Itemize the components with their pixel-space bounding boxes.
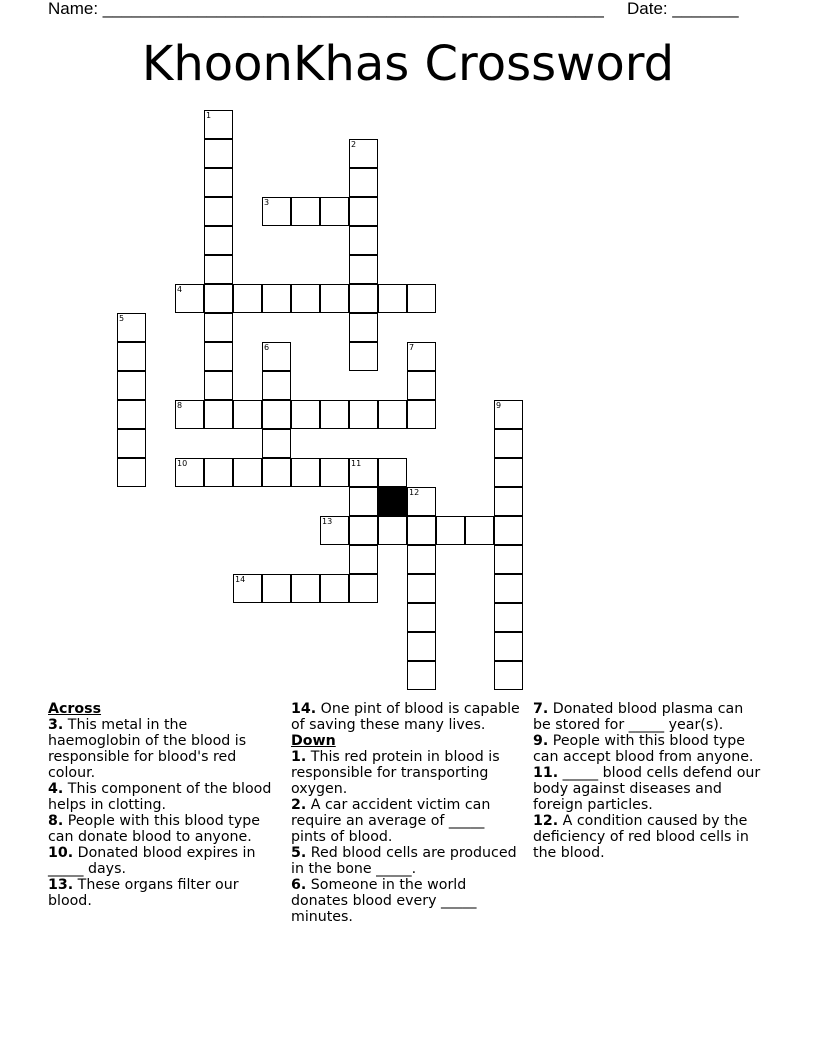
grid-cell[interactable] xyxy=(233,458,262,487)
grid-cell[interactable] xyxy=(494,574,523,603)
grid-cell[interactable] xyxy=(349,400,378,429)
down-clue-1 xyxy=(291,749,521,797)
cell-number: 10 xyxy=(177,459,188,468)
cell-number: 7 xyxy=(409,343,415,352)
clue-text: A car accident victim can require an average of _____ pints of blood. xyxy=(291,797,491,845)
clue-number: 8. xyxy=(48,813,64,829)
clue-number: 9. xyxy=(533,733,549,749)
grid-cell[interactable] xyxy=(117,313,146,342)
grid-cell[interactable] xyxy=(262,429,291,458)
grid-cell[interactable] xyxy=(349,574,378,603)
grid-cell[interactable] xyxy=(349,516,378,545)
page-title: KhoonKhas Crossword xyxy=(141,36,675,92)
grid-cell[interactable] xyxy=(378,458,407,487)
clue-number: 7. xyxy=(533,701,549,717)
grid-cell[interactable] xyxy=(262,400,291,429)
grid-cell[interactable] xyxy=(204,139,233,168)
down-clue-9 xyxy=(533,733,763,765)
clue-number: 3. xyxy=(48,717,64,733)
grid-cell[interactable] xyxy=(349,139,378,168)
grid-cell[interactable] xyxy=(407,632,436,661)
down-clue-12 xyxy=(533,813,763,861)
clue-text: Donated blood plasma can be stored for _____ year(s). xyxy=(533,701,744,733)
grid-cell[interactable] xyxy=(465,516,494,545)
grid-cell[interactable] xyxy=(494,632,523,661)
across-clue-8 xyxy=(48,813,278,845)
grid-cell[interactable] xyxy=(320,284,349,313)
grid-cell[interactable] xyxy=(494,400,523,429)
grid-cell[interactable] xyxy=(204,110,233,139)
grid-cell[interactable] xyxy=(291,574,320,603)
grid-cell[interactable] xyxy=(204,284,233,313)
grid-cell[interactable] xyxy=(291,458,320,487)
clue-number: 1. xyxy=(291,749,307,765)
grid-cell[interactable] xyxy=(204,342,233,371)
grid-cell[interactable] xyxy=(262,574,291,603)
down-clue-7 xyxy=(533,701,763,733)
grid-cell[interactable] xyxy=(378,284,407,313)
clue-number: 11. xyxy=(533,765,559,781)
across-heading: Across xyxy=(48,701,102,717)
clue-number: 14. xyxy=(291,701,317,717)
clue-number: 10. xyxy=(48,845,74,861)
grid-cell[interactable] xyxy=(320,197,349,226)
grid-cell[interactable] xyxy=(407,342,436,371)
clue-text: Someone in the world donates blood every _____ minutes. xyxy=(291,877,477,925)
grid-cell[interactable] xyxy=(349,342,378,371)
clue-text: _____ blood cells defend our body against diseases and foreign particles. xyxy=(533,765,761,813)
grid-cell[interactable] xyxy=(204,313,233,342)
clue-number: 2. xyxy=(291,797,307,813)
clue-number: 5. xyxy=(291,845,307,861)
grid-cell[interactable] xyxy=(204,226,233,255)
grid-cell[interactable] xyxy=(204,400,233,429)
grid-cell[interactable] xyxy=(378,516,407,545)
grid-cell[interactable] xyxy=(494,458,523,487)
black-cell xyxy=(378,487,407,516)
grid-cell[interactable] xyxy=(233,400,262,429)
grid-cell[interactable] xyxy=(349,197,378,226)
grid-cell[interactable] xyxy=(407,284,436,313)
grid-cell[interactable] xyxy=(349,545,378,574)
grid-cell[interactable] xyxy=(378,400,407,429)
grid-cell[interactable] xyxy=(204,255,233,284)
cell-number: 3 xyxy=(264,198,270,207)
clue-text: This red protein in blood is responsible for transporting oxygen. xyxy=(291,749,500,797)
cell-number: 11 xyxy=(351,459,362,468)
grid-cell[interactable] xyxy=(494,487,523,516)
clue-number: 13. xyxy=(48,877,74,893)
grid-cell[interactable] xyxy=(494,603,523,632)
clue-text: A condition caused by the deficiency of red blood cells in the blood. xyxy=(533,813,749,861)
grid-cell[interactable] xyxy=(407,603,436,632)
grid-cell[interactable] xyxy=(204,458,233,487)
grid-cell[interactable] xyxy=(262,284,291,313)
cell-number: 6 xyxy=(264,343,270,352)
grid-cell[interactable] xyxy=(262,371,291,400)
cell-number: 14 xyxy=(235,575,246,584)
date-line[interactable]: Date: _______ xyxy=(627,0,739,18)
grid-cell[interactable] xyxy=(349,487,378,516)
cell-number: 13 xyxy=(322,517,333,526)
clue-text: Red blood cells are produced in the bone _____. xyxy=(291,845,517,877)
clue-text: People with this blood type can donate blood to anyone. xyxy=(48,813,260,845)
cell-number: 8 xyxy=(177,401,183,410)
clue-column-2 xyxy=(291,701,521,925)
grid-cell[interactable] xyxy=(349,313,378,342)
down-clue-6 xyxy=(291,877,521,925)
grid-cell[interactable] xyxy=(494,661,523,690)
clue-text: This metal in the haemoglobin of the blood is responsible for blood's red colour. xyxy=(48,717,247,781)
clue-column-3 xyxy=(533,701,763,861)
grid-cell[interactable] xyxy=(494,545,523,574)
across-clue-14 xyxy=(291,701,521,733)
grid-cell[interactable] xyxy=(320,400,349,429)
clue-text: This component of the blood helps in clotting. xyxy=(48,781,272,813)
grid-cell[interactable] xyxy=(204,168,233,197)
grid-cell[interactable] xyxy=(320,516,349,545)
across-clue-3 xyxy=(48,717,278,781)
down-clue-2 xyxy=(291,797,521,845)
cell-number: 12 xyxy=(409,488,420,497)
down-clue-11 xyxy=(533,765,763,813)
across-clue-13 xyxy=(48,877,278,909)
grid-cell[interactable] xyxy=(175,458,204,487)
grid-cell[interactable] xyxy=(204,197,233,226)
clue-number: 6. xyxy=(291,877,307,893)
grid-cell[interactable] xyxy=(407,400,436,429)
grid-cell[interactable] xyxy=(407,574,436,603)
clue-text: These organs filter our blood. xyxy=(48,877,239,909)
grid-cell[interactable] xyxy=(407,516,436,545)
grid-cell[interactable] xyxy=(320,574,349,603)
cell-number: 4 xyxy=(177,285,183,294)
grid-cell[interactable] xyxy=(117,458,146,487)
clue-text: One pint of blood is capable of saving these many lives. xyxy=(291,701,520,733)
grid-cell[interactable] xyxy=(436,516,465,545)
grid-cell[interactable] xyxy=(117,400,146,429)
grid-cell[interactable] xyxy=(320,458,349,487)
grid-cell[interactable] xyxy=(117,371,146,400)
grid-cell[interactable] xyxy=(349,168,378,197)
grid-cell[interactable] xyxy=(494,516,523,545)
grid-cell[interactable] xyxy=(291,284,320,313)
clue-column-1 xyxy=(48,701,278,909)
down-heading: Down xyxy=(291,733,336,749)
grid-cell[interactable] xyxy=(262,342,291,371)
clue-text: People with this blood type can accept blood from anyone. xyxy=(533,733,754,765)
grid-cell[interactable] xyxy=(407,487,436,516)
across-clue-10 xyxy=(48,845,278,877)
grid-cell[interactable] xyxy=(233,574,262,603)
grid-cell[interactable] xyxy=(291,400,320,429)
grid-cell[interactable] xyxy=(407,545,436,574)
clue-number: 12. xyxy=(533,813,559,829)
grid-cell[interactable] xyxy=(175,284,204,313)
grid-cell[interactable] xyxy=(233,284,262,313)
clue-text: Donated blood expires in _____ days. xyxy=(48,845,256,877)
cell-number: 2 xyxy=(351,140,357,149)
cell-number: 5 xyxy=(119,314,125,323)
grid-cell[interactable] xyxy=(204,371,233,400)
cell-number: 1 xyxy=(206,111,212,120)
grid-cell[interactable] xyxy=(291,197,320,226)
grid-cell[interactable] xyxy=(494,429,523,458)
grid-cell[interactable] xyxy=(349,458,378,487)
grid-cell[interactable] xyxy=(175,400,204,429)
grid-cell[interactable] xyxy=(349,284,378,313)
grid-cell[interactable] xyxy=(262,458,291,487)
grid-cell[interactable] xyxy=(349,226,378,255)
grid-cell[interactable] xyxy=(349,255,378,284)
across-clue-4 xyxy=(48,781,278,813)
grid-cell[interactable] xyxy=(117,342,146,371)
clue-number: 4. xyxy=(48,781,64,797)
grid-cell[interactable] xyxy=(117,429,146,458)
grid-cell[interactable] xyxy=(407,661,436,690)
grid-cell[interactable] xyxy=(262,197,291,226)
down-clue-5 xyxy=(291,845,521,877)
grid-cell[interactable] xyxy=(407,371,436,400)
name-line[interactable]: Name: _____________________________________________________ xyxy=(48,0,604,18)
cell-number: 9 xyxy=(496,401,502,410)
